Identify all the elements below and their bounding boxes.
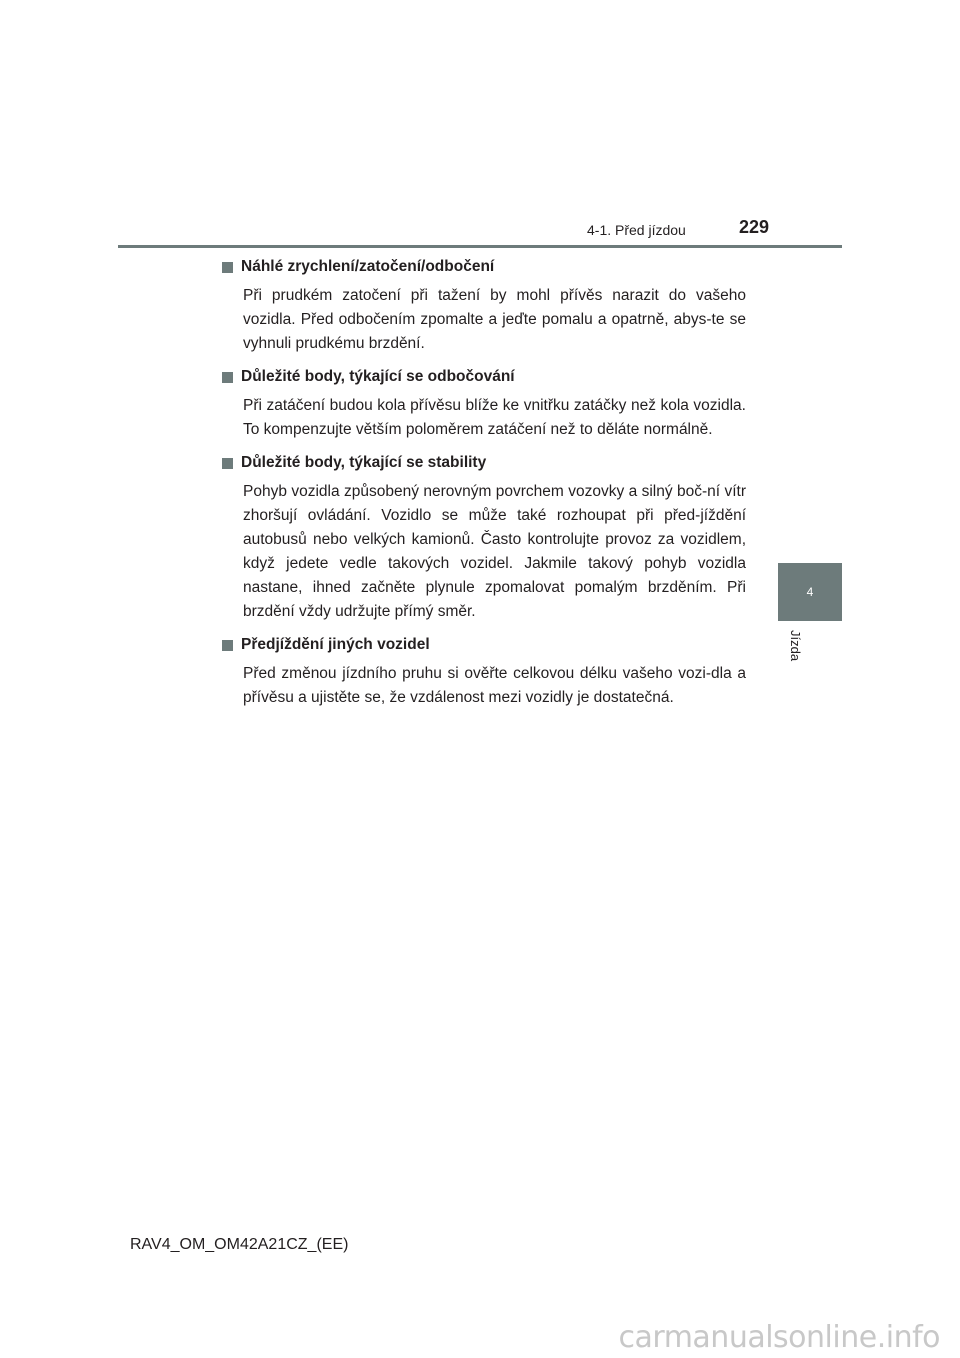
section-sudden-acceleration xyxy=(222,254,746,356)
section-title: 4-1. Před jízdou xyxy=(587,222,686,238)
section-turning xyxy=(222,364,746,442)
section-body: Při zatáčení budou kola přívěsu blíže ke vnitřku zatáčky než kola vozidla. To kompenzujte větším poloměrem zatáčení než to děláte normálně. xyxy=(243,397,746,438)
page-number: 229 xyxy=(739,217,770,237)
square-bullet-icon xyxy=(222,640,233,651)
section-body: Před změnou jízdního pruhu si ověřte celkovou délku vašeho vozi-dla a přívěsu a ujistěte se, že vzdálenost mezi vozidly je dostatečná. xyxy=(243,665,746,706)
chapter-label: Jízda xyxy=(788,630,803,662)
document-code: RAV4_OM_OM42A21CZ_(EE) xyxy=(130,1236,349,1253)
section-heading xyxy=(222,632,746,658)
page-content xyxy=(222,254,746,718)
chapter-tab[interactable] xyxy=(778,563,842,621)
header-divider xyxy=(118,245,842,248)
chapter-number: 4 xyxy=(806,585,814,599)
section-body: Při prudkém zatočení při tažení by mohl přívěs narazit do vašeho vozidla. Před odbočením zpomalte a jeďte pomalu a opatrně, abys-te se vyhnuli prudkému brzdění. xyxy=(243,287,746,352)
heading-text: Důležité body, týkající se odbočování xyxy=(241,368,515,385)
section-body: Pohyb vozidla způsobený nerovným povrchem vozovky a silný boč-ní vítr zhoršují ovládání. Vozidlo se může také rozhoupat při před-jíždění autobusů nebo velkých kamionů. Často kontrolujte provoz za vozidlem, když jedete vedle takových vozidel. Jakmile takový pohyb vozidla nastane, ihned začněte plynule zpomalovat pomalým brzděním. Při brzdění vždy udržujte přímý směr. xyxy=(243,483,746,620)
heading-text: Náhlé zrychlení/zatočení/odbočení xyxy=(241,258,495,275)
square-bullet-icon xyxy=(222,372,233,383)
section-stability xyxy=(222,450,746,624)
section-heading xyxy=(222,450,746,476)
square-bullet-icon xyxy=(222,458,233,469)
heading-text: Předjíždění jiných vozidel xyxy=(241,636,430,653)
section-overtaking xyxy=(222,632,746,710)
square-bullet-icon xyxy=(222,262,233,273)
heading-text: Důležité body, týkající se stability xyxy=(241,454,487,471)
section-heading xyxy=(222,364,746,390)
watermark[interactable]: carmanualsonline.info xyxy=(618,1320,940,1355)
section-heading xyxy=(222,254,746,280)
